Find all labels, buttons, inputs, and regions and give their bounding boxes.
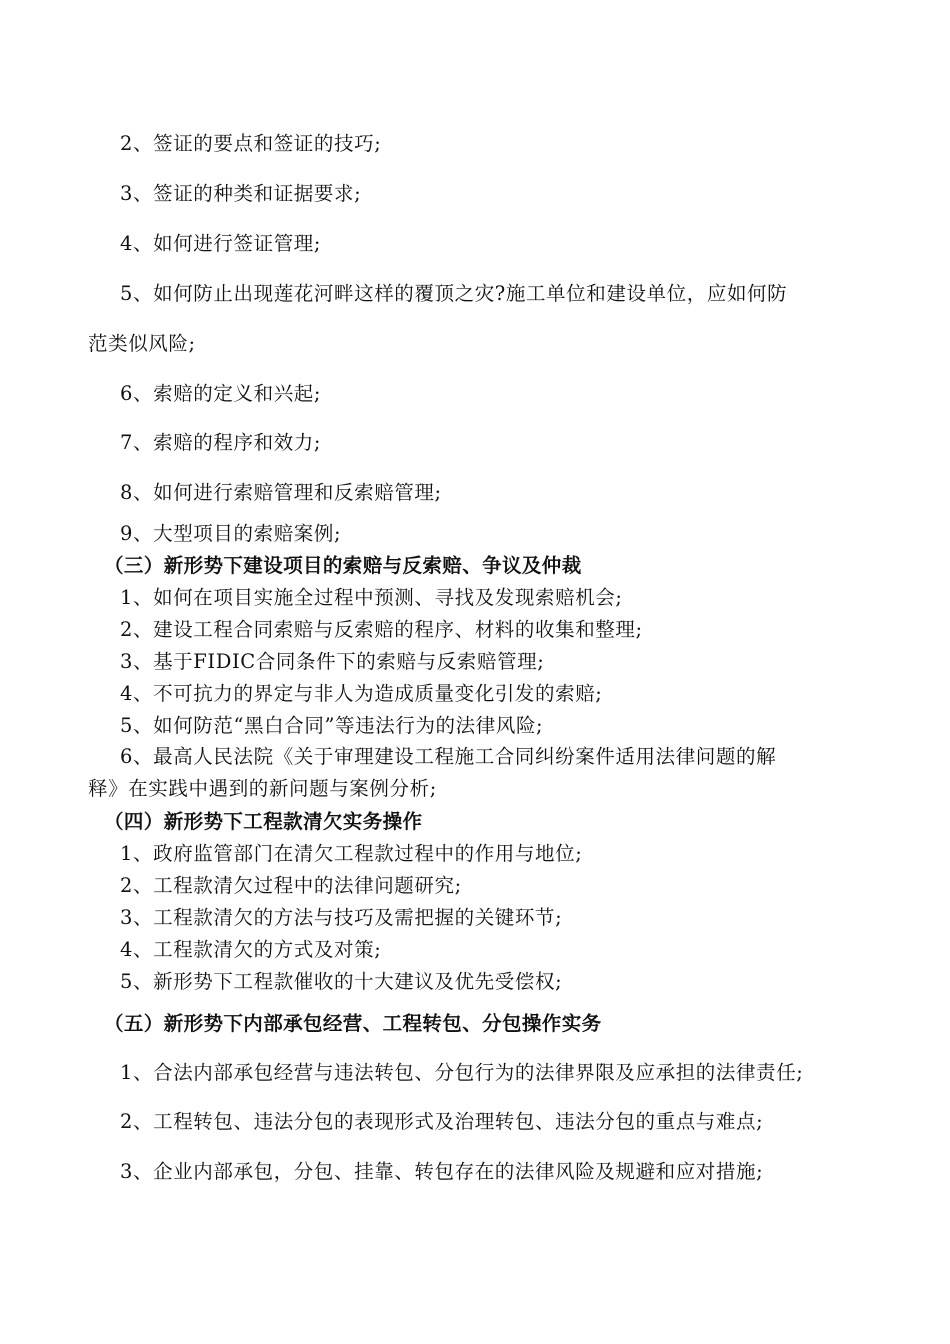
list-item: 4、不可抗力的界定与非人为造成质量变化引发的索赔; [120, 682, 603, 705]
list-item: 3、工程款清欠的方法与技巧及需把握的关键环节; [120, 906, 563, 929]
list-item: 4、如何进行签证管理; [120, 232, 322, 255]
list-item: 1、政府监管部门在清欠工程款过程中的作用与地位; [120, 842, 583, 865]
list-item: 3、基于FIDIC合同条件下的索赔与反索赔管理; [120, 650, 545, 673]
list-item: 3、签证的种类和证据要求; [120, 182, 362, 205]
list-item: 6、索赔的定义和兴起; [120, 382, 322, 405]
list-item: 2、工程款清欠过程中的法律问题研究; [120, 874, 462, 897]
section-heading: （四）新形势下工程款清欠实务操作 [104, 810, 423, 833]
list-item: 2、工程转包、违法分包的表现形式及治理转包、违法分包的重点与难点; [120, 1110, 764, 1133]
section-heading: （五）新形势下内部承包经营、工程转包、分包操作实务 [104, 1012, 602, 1035]
list-item: 3、企业内部承包，分包、挂靠、转包存在的法律风险及规避和应对措施; [120, 1160, 764, 1183]
list-item: 1、合法内部承包经营与违法转包、分包行为的法律界限及应承担的法律责任; [120, 1061, 804, 1084]
list-item: 7、索赔的程序和效力; [120, 431, 322, 454]
list-item-continuation: 释》在实践中遇到的新问题与案例分析; [88, 777, 437, 800]
list-item: 8、如何进行索赔管理和反索赔管理; [120, 481, 442, 504]
list-item: 2、签证的要点和签证的技巧; [120, 132, 382, 155]
list-item: 2、建设工程合同索赔与反索赔的程序、材料的收集和整理; [120, 618, 643, 641]
list-item: 4、工程款清欠的方式及对策; [120, 938, 382, 961]
list-item: 5、新形势下工程款催收的十大建议及优先受偿权; [120, 970, 563, 993]
list-item: 1、如何在项目实施全过程中预测、寻找及发现索赔机会; [120, 586, 623, 609]
section-heading: （三）新形势下建设项目的索赔与反索赔、争议及仲裁 [104, 554, 582, 577]
list-item: 9、大型项目的索赔案例; [120, 522, 342, 545]
list-item: 5、如何防范“黑白合同”等违法行为的法律风险; [120, 714, 544, 737]
list-item: 6、最高人民法院《关于审理建设工程施工合同纠纷案件适用法律问题的解 [120, 745, 777, 768]
list-item-continuation: 范类似风险; [88, 332, 196, 355]
list-item: 5、如何防止出现莲花河畔这样的覆顶之灾?施工单位和建设单位，应如何防 [120, 282, 788, 305]
